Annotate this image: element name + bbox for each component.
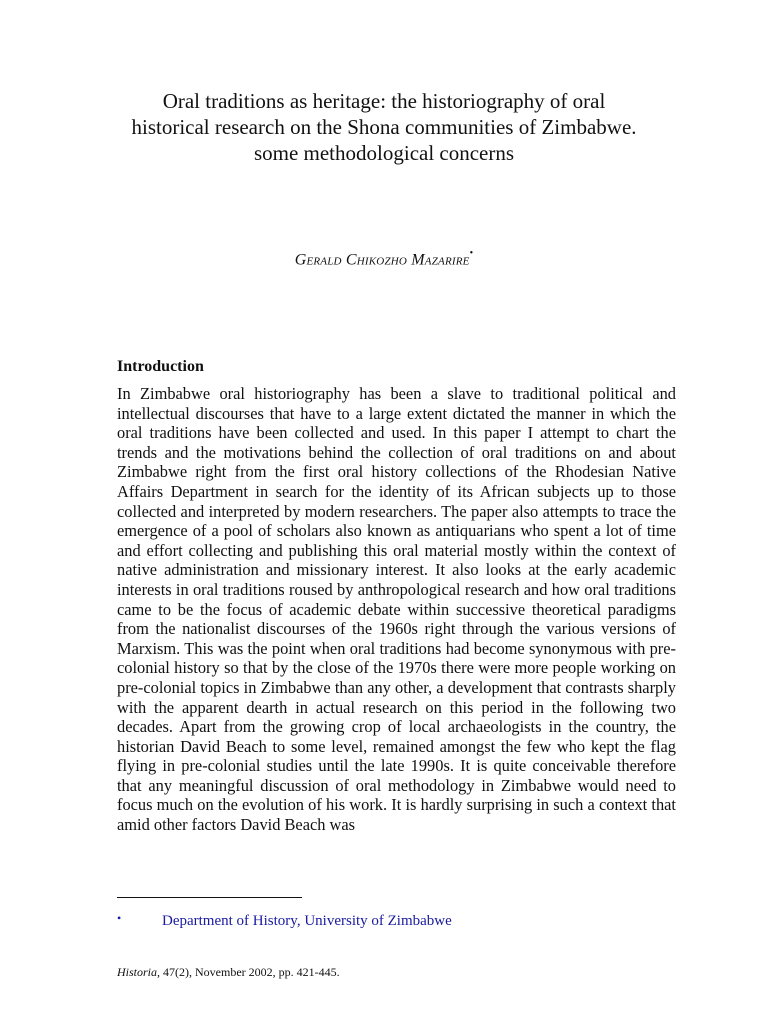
body-paragraph: In Zimbabwe oral historiography has been a slave to traditional political and intellectual discourses that have to a large extent dictated the manner in which the oral traditions have been collected and used. In this paper I attempt to chart the trends and the motivations behind the collection of oral traditions on and about Zimbabwe right from the first oral history collections of the Rhodesian Native Affairs Department in search for the identity of its African subjects up to those collected and interpreted by modern researchers. The paper also attempts to trace the emergence of a pool of scholars also known as antiquarians who spent a lot of time and effort collecting and publishing this oral material mostly within the context of native administration and missionary interest. It also looks at the early academic interests in oral traditions roused by anthropological research and how oral traditions came to be the focus of academic debate within successive theoretical paradigms from the nationalist discourses of the 1960s right through the various versions of Marxism. This was the point when oral traditions had become synonymous with pre-colonial history so that by the close of the 1970s there were more people working on pre-colonial topics in Zimbabwe than any other, a development that contrasts sharply with the apparent dearth in actual research on this period in the following two decades. Apart from the growing crop of local archaeologists in the country, the historian David Beach to some level, remained amongst the few who kept the flag flying in pre-colonial studies until the late 1990s. It is quite conceivable therefore that any meaningful discussion of oral methodology in Zimbabwe would need to focus much on the evolution of his work. It is hardly surprising in such a context that amid other factors David Beach was (117, 384, 676, 835)
author-byline (110, 250, 658, 269)
journal-name: Historia, (117, 965, 161, 979)
title-line-2: historical research on the Shona communities of Zimbabwe. (131, 115, 637, 139)
title-line-1: Oral traditions as heritage: the historiography of oral (162, 89, 606, 113)
section-heading: Introduction (117, 358, 204, 375)
footnote-divider (117, 897, 302, 898)
author-name: Gerald Chikozho Mazarire (294, 251, 470, 269)
footnote-text: Department of History, University of Zimbabwe (162, 913, 452, 929)
footnote-marker: • (117, 911, 122, 925)
journal-citation (117, 965, 340, 980)
paper-title (110, 88, 658, 166)
author-footnote-marker: • (469, 248, 474, 259)
citation-details: 47(2), November 2002, pp. 421-445. (160, 965, 340, 979)
title-line-3: some methodological concerns (253, 141, 515, 165)
